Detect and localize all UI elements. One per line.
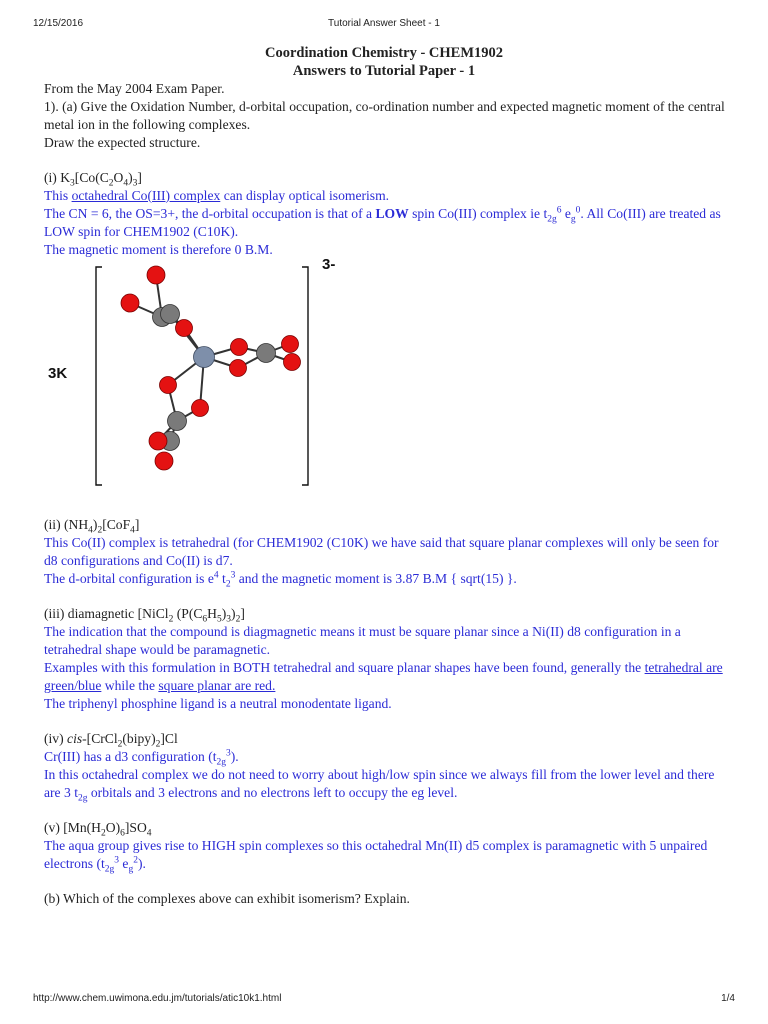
q1-text: The CN = 6, the OS=3+, the d-orbital occupation is that of a xyxy=(44,206,376,221)
q3-h-text: ] xyxy=(240,606,245,621)
q1-h-sub: 3 xyxy=(70,178,75,189)
carbon-atom xyxy=(161,305,180,324)
q1-sup: 6 xyxy=(556,205,562,216)
q3-h-sub: 3 xyxy=(226,614,232,625)
q5-h-text: ]SO xyxy=(124,820,147,835)
q1-h-text: (i) K xyxy=(44,170,71,185)
q1-h-sub: 3 xyxy=(132,178,138,189)
q4-text: Cr(III) has a d3 configuration (t xyxy=(44,749,217,764)
q3-h-text: (iii) diamagnetic [NiCl xyxy=(44,606,169,621)
oxygen-atom xyxy=(149,432,167,450)
source-url: http://www.chem.uwimona.edu.jm/tutorials/atic10k1.html xyxy=(33,993,282,1004)
q4-sub: 2g xyxy=(77,793,88,804)
q4-text: ). xyxy=(230,749,239,764)
q1-h-text: [Co(C xyxy=(74,170,109,185)
q2-h-sub: 4 xyxy=(130,525,135,536)
oxygen-atom xyxy=(230,360,247,377)
right-bracket xyxy=(302,267,308,485)
oxygen-atom xyxy=(160,377,177,394)
q1-h-sub: 2 xyxy=(108,178,114,189)
q2-answer-line1: This Co(II) complex is tetrahedral (for CHEM1902 (C10K) we have said that square planar complexes will only be seen for d8 configurations and Co(II) is d7. xyxy=(44,535,719,568)
counterion-label: 3K xyxy=(48,365,68,382)
q3-underlined: tetrahedral are green/blue xyxy=(44,660,723,693)
q1-underlined: octahedral Co(III) complex xyxy=(71,188,221,203)
q1-sub: 2g xyxy=(547,214,557,225)
q4-text: In this octahedral complex we do not need to worry about high/low spin since we always fill from the lower level and there are 3 t xyxy=(44,767,715,800)
oxygen-atom xyxy=(147,266,165,284)
q3-underlined: square planar are red. xyxy=(158,678,276,693)
q5-text: e xyxy=(119,856,129,871)
q2-h-text: ] xyxy=(134,517,140,532)
q5-sup: 2 xyxy=(133,855,138,866)
q1-low-bold: LOW xyxy=(375,206,409,221)
charge-label: 3- xyxy=(322,256,336,273)
oxygen-atom xyxy=(282,336,299,353)
carbon-atom xyxy=(168,412,187,431)
page-number: 1/4 xyxy=(721,993,735,1004)
q1-text: This xyxy=(44,188,72,203)
q3-h-sub: 6 xyxy=(202,614,208,625)
q4-h-text: -[CrCl xyxy=(82,731,118,746)
q5-h-sub: 4 xyxy=(146,828,152,839)
q2-text: The d-orbital configuration is e xyxy=(44,571,214,586)
q3-h-text: ) xyxy=(231,606,236,621)
oxygen-atom xyxy=(121,294,139,312)
q3-text: while the xyxy=(101,678,159,693)
q2-text: t xyxy=(218,571,226,586)
q5-h-sub: 6 xyxy=(120,828,125,839)
cobalt-atom xyxy=(194,347,215,368)
document-body xyxy=(44,80,734,908)
q4-sub: 2g xyxy=(216,757,227,768)
q3-text: Examples with this formulation in BOTH tetrahedral and square planar shapes have been found, generally the xyxy=(44,660,645,675)
cobalt-oxalate-structure xyxy=(44,256,734,499)
q4-sup: 3 xyxy=(226,748,231,759)
atoms xyxy=(121,266,301,470)
q4-cis-italic: cis xyxy=(67,731,83,746)
q2-answer-line2 xyxy=(44,570,734,588)
q5-sub: g xyxy=(128,864,134,875)
q3-answer-line2 xyxy=(44,659,734,695)
q1-answer-line2 xyxy=(44,205,734,241)
q2-sub: 2 xyxy=(225,579,231,590)
q3-h-text: (P(C xyxy=(173,606,203,621)
q4-heading xyxy=(44,730,734,748)
q3-h-sub: 5 xyxy=(217,614,222,625)
q3-h-text: H xyxy=(207,606,217,621)
q5-text: The aqua group gives rise to HIGH spin complexes so this octahedral Mn(II) d5 complex is paramagnetic with 5 unpaired electrons (t xyxy=(44,838,708,871)
q2-heading xyxy=(44,516,734,534)
q3-h-sub: 2 xyxy=(235,614,241,625)
q1-h-text: ] xyxy=(137,170,142,185)
left-bracket xyxy=(96,267,102,485)
oxygen-atom xyxy=(284,354,301,371)
q2-h-sub: 2 xyxy=(97,525,103,536)
q2-h-sub: 4 xyxy=(88,525,93,536)
q4-h-sub: 2 xyxy=(155,739,161,750)
q2-h-text: (ii) (NH xyxy=(44,517,89,532)
q1-text: spin Co(III) complex ie t xyxy=(408,206,548,221)
oxygen-atom xyxy=(176,320,193,337)
molecule-diagram xyxy=(44,261,344,501)
q1-h-sub: 4 xyxy=(123,178,129,189)
print-date: 12/15/2016 xyxy=(33,18,84,29)
q4-answer-line2 xyxy=(44,766,734,802)
carbon-atom xyxy=(257,344,276,363)
doc-subtitle: Answers to Tutorial Paper - 1 xyxy=(292,63,476,79)
q5-sup: 3 xyxy=(114,855,120,866)
q3-answer-line3: The triphenyl phosphine ligand is a neutral monodentate ligand. xyxy=(44,696,392,711)
q4-text: orbitals and 3 electrons and no electrons left to occupy the eg level. xyxy=(87,785,458,800)
q1-sup: 0 xyxy=(575,205,581,216)
q2-h-text: [CoF xyxy=(102,517,131,532)
oxygen-atom xyxy=(155,452,173,470)
doc-title: Coordination Chemistry - CHEM1902 xyxy=(264,45,504,61)
q1-answer-line3: The magnetic moment is therefore 0 B.M. xyxy=(44,242,273,257)
q1-heading xyxy=(44,169,734,187)
q2-text: and the magnetic moment is 3.87 B.M { sqrt(15) }. xyxy=(235,571,517,586)
q4-h-sub: 2 xyxy=(117,739,123,750)
q4-h-text: ]Cl xyxy=(160,731,178,746)
q5-text: ). xyxy=(137,856,146,871)
oxygen-atom xyxy=(192,400,209,417)
q5-heading xyxy=(44,819,734,837)
draw-instruction: Draw the expected structure. xyxy=(44,135,201,150)
q5-h-sub: 2 xyxy=(101,828,106,839)
q5-answer-line1 xyxy=(44,837,734,873)
q4-answer-line1 xyxy=(44,748,734,766)
question-1a: 1). (a) Give the Oxidation Number, d-orbital occupation, co-ordination number and expected magnetic moment of the central metal ion in the following complexes. xyxy=(44,99,725,132)
q2-sup: 4 xyxy=(213,570,219,581)
oxygen-atom xyxy=(231,339,248,356)
q1-answer-line1 xyxy=(44,187,734,205)
q2-sup: 3 xyxy=(230,570,236,581)
q5-h-text: (v) [Mn(H xyxy=(44,820,102,835)
q1-h-text: O xyxy=(113,170,124,185)
q1-text: e xyxy=(561,206,571,221)
intro-text: From the May 2004 Exam Paper. xyxy=(44,81,225,96)
q3-answer-line1: The indication that the compound is diagmagnetic means it must be square planar since a Ni(II) d8 configuration in a tetrahedral shape would be paramagnetic. xyxy=(44,624,681,657)
q1-sub: g xyxy=(570,214,576,225)
q3-h-sub: 2 xyxy=(168,614,174,625)
q1-text: . All Co(III) are treated as LOW spin for CHEM1902 (C10K). xyxy=(44,206,721,239)
q4-h-text: (iv) xyxy=(44,731,68,746)
q4-h-text: (bipy) xyxy=(122,731,156,746)
question-1b: (b) Which of the complexes above can exhibit isomerism? Explain. xyxy=(44,891,410,906)
q2-h-text: ) xyxy=(92,517,98,532)
q1-text: can display optical isomerism. xyxy=(220,188,390,203)
q3-h-text: ) xyxy=(221,606,227,621)
print-title: Tutorial Answer Sheet - 1 xyxy=(328,18,440,29)
q3-heading xyxy=(44,605,734,623)
q5-h-text: O) xyxy=(105,820,121,835)
q5-sub: 2g xyxy=(104,864,115,875)
q1-h-text: ) xyxy=(128,170,133,185)
